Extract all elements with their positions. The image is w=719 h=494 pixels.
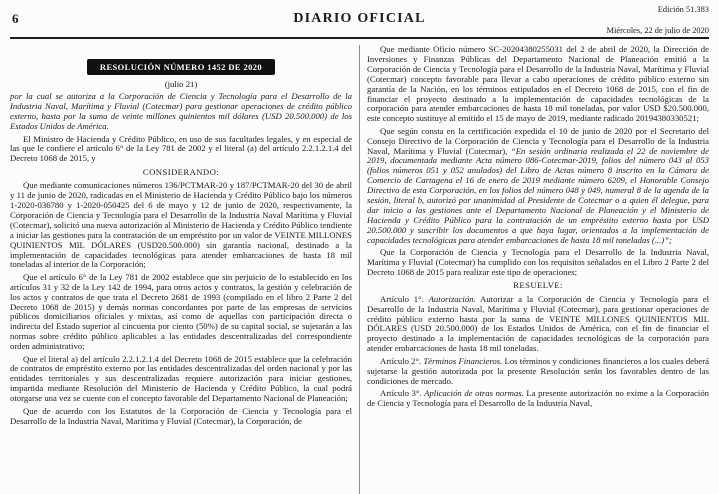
- date-label: Miércoles, 22 de julio de 2020: [606, 26, 709, 35]
- recital-paragraph-4: Que de acuerdo con los Estatutos de la Corporación de Ciencia y Tecnología para el Desarrollo de la Industria Naval, Marítima y Fluvial (Cotecmar), la Corporación, de: [10, 405, 352, 426]
- article-3-paragraph: [367, 389, 709, 409]
- resolution-subject: por la cual se autoriza a la Corporación de Ciencia y Tecnología para el Desarrollo de la Industria Naval, Marítima y Fluvial (Cotecmar) para gestionar operaciones de crédito público externo, hasta por la suma de veinte millones quinientos mil dólares (USD 20.500.000) de los Estados Unidos de América.: [10, 91, 352, 132]
- article-2-paragraph: [367, 357, 709, 387]
- page-number: 6: [12, 11, 19, 26]
- preamble-paragraph: El Ministro de Hacienda y Crédito Público, en uso de sus facultades legales, y en especial de las que le confiere el artículo 6° de la Ley 781 de 2002 y el literal (a) del artículo 2.2.1.2.1.4 del Decreto 1068 de 2015, y: [10, 133, 352, 164]
- right-column: [367, 45, 709, 494]
- article-2-title: Términos Financieros.: [423, 355, 503, 366]
- recital-paragraph-3: Que el literal a) del artículo 2.2.1.2.1.4 del Decreto 1068 de 2015 establece que la celebración de contratos de empréstito externo por las entidades descentralizadas del orden nacional y por las entidades territoriales y sus descentralizadas requiere autorización para iniciar gestiones, impartida mediante Resolución del Ministerio de Hacienda y Crédito Público, la cual podrá otorgarse una vez se cuente con el concepto favorable del Departamento Nacional de Planeación;: [10, 353, 352, 404]
- content-columns: [0, 39, 719, 494]
- resolution-title-box: [87, 59, 275, 75]
- article-2-label: Artículo 2°.: [380, 355, 422, 366]
- masthead-title: DIARIO OFICIAL: [293, 11, 426, 26]
- article-1-paragraph: [367, 295, 709, 354]
- masthead-row: [10, 4, 709, 34]
- column-divider: [359, 45, 360, 494]
- recital-paragraph-5: Que mediante Oficio número SC-20204380255031 del 2 de abril de 2020, la Dirección de Inversiones y Finanzas Públicas del Departamento Nacional de Planeación emitió a la Corporación de Ciencia y Tecnología para el Desarrollo de la Industria Naval, Marítima y Fluvial (Cotecmar) concepto favorable para llevar a cabo operaciones de crédito público externo sin garantía de la Nación, en los términos estipulados en el Decreto 1068 de 2015, con el fin de financiar el proyecto destinado a la implementación de capacidades tecnológicas de la corporación para atender embarcaciones de hasta 18 mil toneladas, por valor USD $20.500.000, este concepto sustituye al emitido el 15 de mayo de 2019, mediante radicado 20194380330521;: [367, 45, 709, 124]
- recital-paragraph-1: Que mediante comunicaciones números 136/PCTMAR-20 y 187/PCTMAR-20 del 30 de abril y 11 de junio de 2020, radicadas en el Ministerio de Hacienda y Crédito Público bajo los números 1-2020-036780 y 1-2020-050425 del 6 de mayo y 12 de junio de 2020, respectivamente, la Corporación de Ciencia y Tecnología para el Desarrollo de la Industria Naval Marítima y Fluvial (Cotecmar), solicitó una nueva autorización al Ministerio de Hacienda y Crédito Público tendiente a iniciar las gestiones para la contratación de un empréstito por un valor de VEINTE MILLONES QUINIENTOS MIL DÓLARES (USD20.500.000) sin garantía nacional, destinado a la implementación de capacidades tecnológicas para atender embarcaciones de hasta 18 mil toneladas al interior de la Corporación;: [10, 180, 352, 270]
- article-1-label: Artículo 1°.: [380, 293, 424, 304]
- certification-paragraph: [367, 127, 709, 246]
- certification-intro: Que según consta en la certificación expedida el 10 de junio de 2020 por el Secretario del Consejo Directivo de la Corporación de Ciencia y Tecnología para el Desarrollo de la Industria Naval, Marítima y Fluvial (Cotecmar),: [367, 125, 709, 156]
- article-1-title: Autorización.: [428, 293, 476, 304]
- resuelve-heading: RESUELVE:: [513, 280, 563, 291]
- article-3-label: Artículo 3°.: [380, 387, 422, 398]
- article-2-text: Los términos y condiciones financieros a los cuales deberá sujetarse la gestión autorizada por la presente Resolución serán los favorables dentro de las condiciones de mercado.: [367, 355, 709, 386]
- left-column: [10, 45, 352, 494]
- edition-date-block: [607, 4, 709, 36]
- article-1-text: Autorizar a la Corporación de Ciencia y Tecnología para el Desarrollo de la Industria Naval, Marítima y Fluvial (Cotecmar), para gestionar operaciones de crédito público externo hasta por la suma de VEINTE MILLONES QUINIENTOS MIL DÓLARES (USD 20.500.000) de los Estados Unidos de América, con el fin de financiar el proyecto destinado a la implementación de capacidades tecnológicas de la corporación para atender embarcaciones de hasta 18 mil toneladas.: [367, 293, 709, 354]
- page-header: [0, 0, 719, 39]
- considerando-heading: CONSIDERANDO:: [142, 166, 220, 177]
- resolution-date-line: (julio 21): [164, 79, 198, 89]
- recital-paragraph-2: Que el artículo 6° de la Ley 781 de 2002 establece que sin perjuicio de lo establecido en los artículos 31 y 32 de la Ley 142 de 1994, para otros actos y contratos, la gestión y celebración de los actos y contratos de que trata el Decreto 2681 de 1993 (compilado en el libro 2 Parte 2 del Decreto 1068 de 2015) y demás normas concordantes por parte de las empresas de servicios públicos domiciliarios oficiales y mixtas, así como de aquellas con participación directa o indirecta del Estado superior al cincuenta por ciento (50%) de su capital social, se sujetarán a las normas sobre crédito público aplicables a las entidades descentralizadas del correspondiente orden administrativo;: [10, 271, 352, 352]
- article-3-title: Aplicación de otras normas.: [424, 387, 524, 398]
- compliance-paragraph: Que la Corporación de Ciencia y Tecnología para el Desarrollo de la Industria Naval, Marítima y Fluvial (Cotecmar) ha cumplido con los requisitos señalados en el Libro 2 Parte 2 del Decreto 1068 de 2015 para realizar este tipo de operaciones;: [367, 247, 709, 277]
- article-3-text: La presente autorización no exime a la Corporación de Ciencia y Tecnología para el Desarrollo de la Industria Naval,: [367, 387, 709, 408]
- certification-quote: “En sesión ordinaria realizada el 22 de noviembre de 2019, documentada mediante Acta número 086-Cotecmar-2019, folios del número 043 al 053 (folios números 051 y 052 anulados) del Libro de Actas número 8 inscrito en la Cámara de Comercio de Cartagena el 16 de enero de 2019 mediante número 6209, el Honorable Consejo Directivo de esta Corporación, en los folios del número 048 y 049, numeral 8 de la agenda de la sesión, literal b, autorizó por unanimidad al Presidente de Cotecmar o a quien él delegue, para dar inicio a las gestiones ante el Departamento Nacional de Planeación y el Ministerio de Hacienda y Crédito Público para la contratación de un empréstito externo hasta por USD 20.500.000 y suscribir los documentos a que haya lugar, orientados a la implementación de capacidades tecnológicas para atender embarcaciones de hasta 18 mil toneladas (...)”;: [367, 145, 709, 245]
- resolution-title: RESOLUCIÓN NÚMERO 1452 DE 2020: [99, 62, 263, 72]
- edition-label: Edición 51.383: [657, 5, 709, 14]
